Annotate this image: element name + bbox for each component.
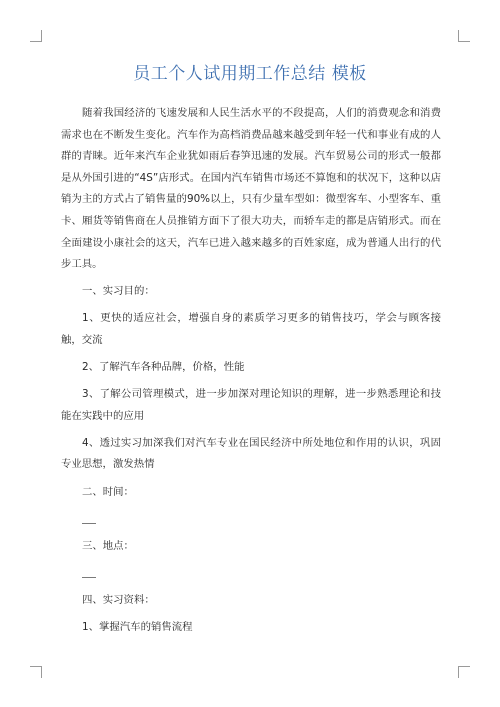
location-blank [61, 563, 441, 585]
section-heading-materials: 四、实习资料： [82, 593, 155, 606]
purpose-item-2: 2、了解汽车各种品牌，价格，性能 [82, 361, 245, 374]
intro-paragraph: 随着我国经济的飞速发展和人民生活水平的不段提高，人们的消费观念和消费需求也在不断发生变化。汽车作为高档消费品越来越受到年轻一代和事业有成的人群的青睐。近年来汽车企业犹如雨后春笋迅速的发展。汽车贸易公司的形式一般都是从外国引进的“4S”店形式。在国内汽车销售市场还不算饱和的状况下，这种以店销为主的方式占了销售量的90%以上，只有少量车型如：微型客车、小型客车、重卡、厢货等销售商在人员推销方面下了很大功夫，而轿车走的都是店销形式。而在全面建设小康社会的这天，汽车已进入越来越多的百姓家庭，成为普通人出行的代步工具。 [61, 107, 441, 271]
purpose-item-1: 1、更快的适应社会，增强自身的素质学习更多的销售技巧，学会与顾客接触，交流 [61, 312, 441, 346]
crop-mark-bottom-right [458, 666, 470, 678]
purpose-item-4: 4、透过实习加深我们对汽车专业在国民经济中所处地位和作用的认识，巩固专业思想，激发热情 [61, 436, 441, 471]
crop-mark-top-left [30, 30, 42, 42]
section-heading-location: 三、地点： [82, 539, 134, 552]
blank-underline [82, 577, 96, 578]
time-blank [61, 509, 441, 531]
section-heading-time: 二、时间： [82, 485, 134, 498]
purpose-item-3: 3、了解公司管理模式，进一步加深对理论知识的理解，进一步熟悉理论和技能在实践中的应用 [61, 388, 441, 422]
crop-mark-bottom-left [30, 666, 42, 678]
crop-mark-top-right [458, 30, 470, 42]
document-body [61, 103, 441, 639]
section-heading-purpose: 一、实习目的： [82, 285, 155, 298]
blank-underline [82, 523, 96, 524]
document-title: 员工个人试用期工作总结 模板 [133, 64, 367, 84]
materials-item-1: 1、掌握汽车的销售流程 [82, 620, 193, 633]
